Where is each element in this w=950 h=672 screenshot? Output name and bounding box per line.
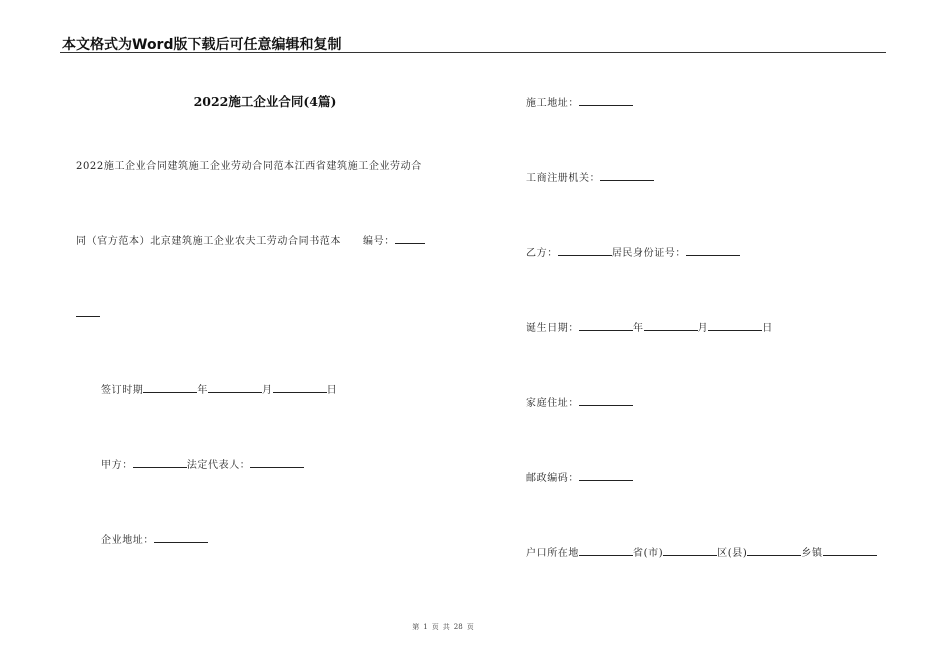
number-continuation-line xyxy=(76,306,100,320)
footer-total-unit: 页 xyxy=(466,623,474,631)
footer-page-current: 1 xyxy=(423,623,428,631)
postal-code-line xyxy=(526,469,633,484)
legal-rep-blank[interactable] xyxy=(250,457,304,468)
business-registry-label: 工商注册机关： xyxy=(526,173,601,184)
district-label: 区(县) xyxy=(717,548,748,559)
number-blank-2[interactable] xyxy=(76,306,100,317)
number-label: 编号： xyxy=(363,236,395,247)
birth-year-blank[interactable] xyxy=(579,320,633,331)
construction-address-line xyxy=(526,94,633,109)
legal-rep-label: 法定代表人： xyxy=(186,460,251,471)
footer-page-prefix: 第 xyxy=(412,623,420,631)
intro-text-1: 2022施工企业合同建筑施工企业劳动合同范本江西省建筑施工企业劳动合 xyxy=(76,161,422,172)
id-number-label: 居民身份证号： xyxy=(611,248,687,259)
birth-day-blank[interactable] xyxy=(708,320,762,331)
hukou-district-blank[interactable] xyxy=(663,545,717,556)
sign-day-blank[interactable] xyxy=(273,382,327,393)
sign-month-label: 月 xyxy=(262,385,273,396)
intro-text-2: 同（官方范本）北京建筑施工企业农夫工劳动合同书范本 xyxy=(76,236,341,247)
hukou-line xyxy=(526,544,877,559)
party-a-blank[interactable] xyxy=(133,457,187,468)
township-label: 乡镇 xyxy=(801,548,823,559)
page-number-footer xyxy=(0,622,886,632)
hukou-township-end-blank[interactable] xyxy=(823,545,877,556)
province-label: 省(市) xyxy=(633,548,664,559)
party-b-label: 乙方： xyxy=(526,248,558,259)
business-registry-blank[interactable] xyxy=(600,170,654,181)
party-b-blank[interactable] xyxy=(558,245,612,256)
business-registry-line xyxy=(526,169,654,184)
number-blank-1[interactable] xyxy=(395,233,425,244)
sign-period-line xyxy=(101,381,337,396)
home-address-label: 家庭住址： xyxy=(526,398,579,409)
construction-address-label: 施工地址： xyxy=(526,98,579,109)
birth-year-label: 年 xyxy=(633,323,644,334)
hukou-township-blank[interactable] xyxy=(747,545,801,556)
sign-month-blank[interactable] xyxy=(208,382,262,393)
header-divider xyxy=(60,52,886,53)
hukou-label: 户口所在地 xyxy=(526,548,579,559)
home-address-line xyxy=(526,394,633,409)
sign-period-label: 签订时期 xyxy=(101,385,144,396)
sign-year-label: 年 xyxy=(197,385,209,396)
home-address-blank[interactable] xyxy=(579,395,633,406)
birth-month-blank[interactable] xyxy=(644,320,698,331)
birth-date-label: 诞生日期： xyxy=(526,323,579,334)
company-address-label: 企业地址： xyxy=(101,535,154,546)
sign-year-blank[interactable] xyxy=(143,382,197,393)
birth-month-label: 月 xyxy=(697,323,709,334)
footer-page-unit: 页 xyxy=(431,623,439,631)
birth-date-line xyxy=(526,319,773,334)
company-address-line xyxy=(101,531,208,546)
postal-code-blank[interactable] xyxy=(579,470,633,481)
postal-code-label: 邮政编码： xyxy=(526,473,579,484)
company-address-blank[interactable] xyxy=(154,532,208,543)
footer-page-total: 28 xyxy=(453,623,463,631)
footer-total-prefix: 共 xyxy=(442,623,450,631)
party-a-label: 甲方： xyxy=(101,460,133,471)
id-number-blank[interactable] xyxy=(686,245,740,256)
document-title: 2022施工企业合同(4篇) xyxy=(193,94,337,109)
birth-day-label: 日 xyxy=(762,323,773,334)
intro-line-2 xyxy=(76,232,425,247)
party-a-line xyxy=(101,456,304,471)
document-header-title: 本文格式为Word版下载后可任意编辑和复制 xyxy=(62,37,342,53)
construction-address-blank[interactable] xyxy=(579,95,633,106)
hukou-province-blank[interactable] xyxy=(579,545,633,556)
intro-line-1 xyxy=(76,157,422,172)
party-b-line xyxy=(526,244,740,259)
sign-day-label: 日 xyxy=(326,385,338,396)
